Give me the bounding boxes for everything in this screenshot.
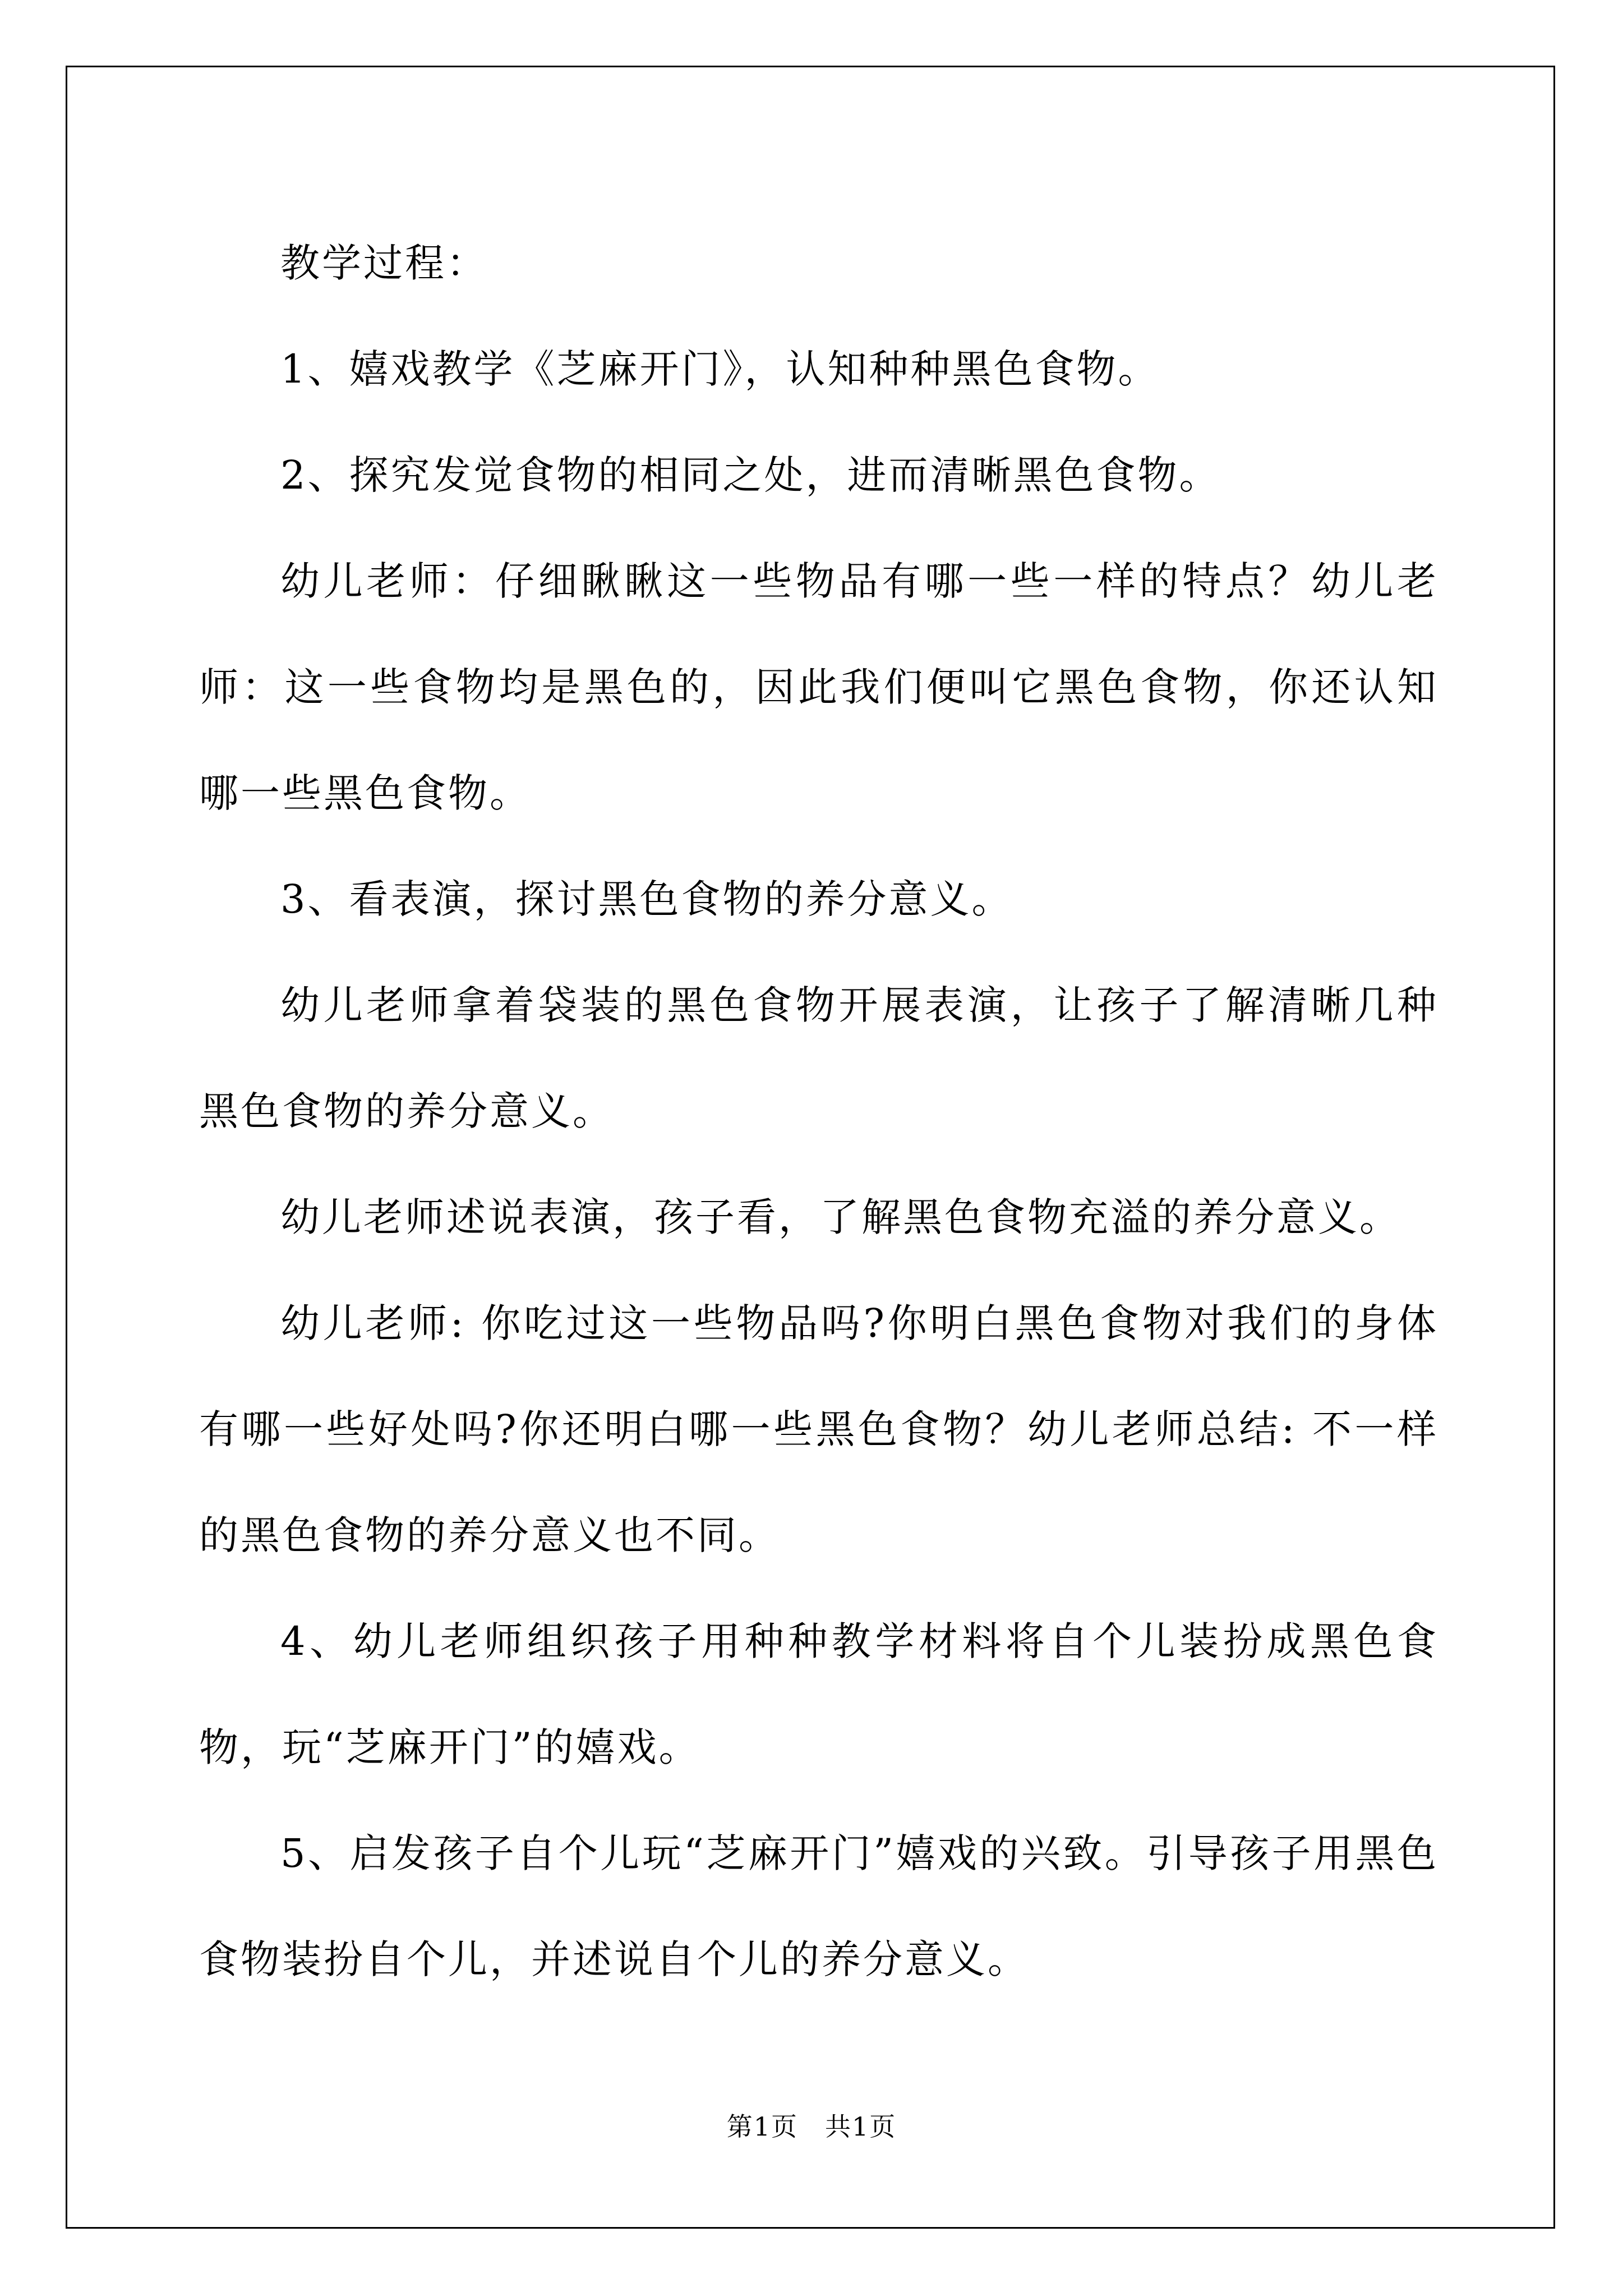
paragraph-teacher-performance: 幼儿老师拿着袋装的黑色食物开展表演，让孩子了解清晰几种黑色食物的养分意义。 [199, 982, 1438, 1134]
paragraph-step-5: 5、启发孩子自个儿玩“芝麻开门”嬉戏的兴致。引导孩子用黑色食物装扮自个儿，并述说自个儿的养分意义。 [199, 1830, 1438, 1982]
page-footer: 第1页 共1页 [726, 2111, 897, 2142]
paragraph-teacher-narration: 幼儿老师述说表演，孩子看，了解黑色食物充溢的养分意义。 [280, 1194, 1401, 1240]
paragraph-heading: 教学过程： [280, 240, 488, 286]
paragraph-teacher-summary: 幼儿老师: 你吃过这一些物品吗?你明白黑色食物对我们的身体有哪一些好处吗?你还明白哪一些黑色食物？幼儿老师总结: 不一样的黑色食物的养分意义也不同。 [199, 1300, 1438, 1558]
paragraph-step-1: 1、嬉戏教学《芝麻开门》，认知种种黑色食物。 [280, 346, 1160, 392]
paragraph-teacher-question: 幼儿老师：仔细瞅瞅这一些物品有哪一些一样的特点？幼儿老师：这一些食物均是黑色的，因此我们便叫它黑色食物，你还认知哪一些黑色食物。 [199, 558, 1438, 816]
document-body [199, 210, 1438, 2013]
paragraph-step-4: 4、幼儿老师组织孩子用种种教学材料将自个儿装扮成黑色食物，玩“芝麻开门”的嬉戏。 [199, 1618, 1438, 1770]
paragraph-step-2: 2、探究发觉食物的相同之处，进而清晰黑色食物。 [280, 452, 1221, 498]
paragraph-step-3: 3、看表演，探讨黑色食物的养分意义。 [280, 876, 1013, 922]
